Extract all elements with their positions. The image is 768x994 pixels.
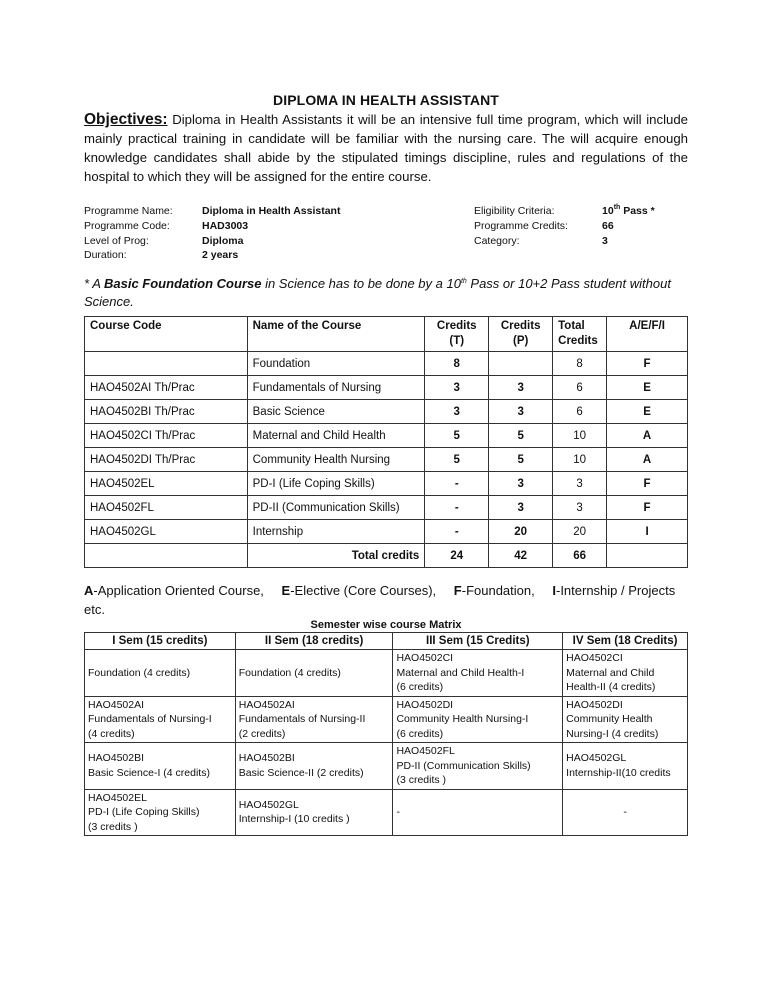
cell-p: 3 — [489, 376, 553, 400]
total-label: Total credits — [247, 544, 425, 568]
cell-p: 5 — [489, 448, 553, 472]
matrix-cell — [85, 696, 236, 743]
cell-name: Internship — [247, 520, 425, 544]
cell-type: E — [607, 376, 688, 400]
cell-code: HAO4502GL — [85, 520, 248, 544]
matrix-cell-line: Maternal and Child Health-I — [396, 666, 525, 679]
legend-text: -Foundation, — [461, 583, 535, 599]
matrix-row — [85, 650, 688, 697]
objectives-paragraph — [84, 110, 688, 186]
matrix-cell — [85, 743, 236, 790]
matrix-cell-line: Fundamentals of Nursing-I — [88, 713, 212, 726]
matrix-row — [85, 696, 688, 743]
cell-total: 3 — [553, 472, 607, 496]
matrix-cell-line: Foundation (4 credits) — [88, 666, 191, 679]
cell-total: 3 — [553, 496, 607, 520]
cell-t: 3 — [425, 400, 489, 424]
matrix-cell-line: PD-I (Life Coping Skills) — [88, 806, 200, 819]
matrix-cell-line: (3 credits ) — [396, 774, 447, 787]
cell-type: F — [607, 472, 688, 496]
col-header: Course Code — [85, 317, 248, 352]
cell-type: F — [607, 496, 688, 520]
table-row — [85, 448, 688, 472]
table-row — [85, 424, 688, 448]
sem-header: III Sem (15 Credits) — [393, 633, 563, 650]
matrix-cell-line: Health-II (4 credits) — [566, 681, 656, 694]
eligibility-prefix: 10 — [602, 205, 614, 217]
cell-p: 20 — [489, 520, 553, 544]
matrix-cell — [393, 696, 563, 743]
matrix-cell — [85, 789, 236, 836]
cell-type: A — [607, 424, 688, 448]
matrix-cell — [235, 743, 393, 790]
note-text: * A — [84, 276, 104, 292]
col-header: Credits (T) — [425, 317, 489, 352]
cell-type: E — [607, 400, 688, 424]
matrix-cell-line: Internship-II(10 credits — [566, 766, 671, 779]
cell-t: 8 — [425, 352, 489, 376]
cell-p: 3 — [489, 400, 553, 424]
note-text: Pass or 10+2 Pass student without Science. — [84, 276, 671, 310]
level-value: Diploma — [202, 234, 244, 247]
matrix-cell — [393, 789, 563, 836]
matrix-cell-line: PD-II (Communication Skills) — [396, 759, 531, 772]
legend-text: -Elective (Core Courses), — [290, 583, 437, 599]
cell-code: HAO4502AI Th/Prac — [85, 376, 248, 400]
matrix-cell-line: HAO4502BI — [88, 752, 145, 765]
matrix-header-row — [85, 633, 688, 650]
duration-value: 2 years — [202, 249, 239, 262]
document-title: DIPLOMA IN HEALTH ASSISTANT — [273, 92, 499, 108]
matrix-cell-line: HAO4502BI — [238, 752, 295, 765]
sem-header: II Sem (18 credits) — [235, 633, 393, 650]
matrix-cell-line: HAO4502GL — [566, 752, 627, 765]
legend-key: A — [84, 583, 94, 599]
cell-p — [489, 352, 553, 376]
table-row — [85, 520, 688, 544]
matrix-cell-line: Maternal and Child — [566, 666, 655, 679]
matrix-cell — [393, 743, 563, 790]
total-p: 42 — [489, 544, 553, 568]
cell-name: Community Health Nursing — [247, 448, 425, 472]
cell-code: HAO4502EL — [85, 472, 248, 496]
cell-code: HAO4502DI Th/Prac — [85, 448, 248, 472]
table-row — [85, 400, 688, 424]
matrix-cell — [235, 650, 393, 697]
info-label: Programme Name: — [84, 205, 173, 217]
matrix-cell-line: - — [396, 806, 400, 819]
info-label: Level of Prog: — [84, 234, 149, 247]
total-row — [85, 544, 688, 568]
eligibility-suffix: Pass * — [620, 205, 655, 217]
matrix-cell — [393, 650, 563, 697]
cell-type: F — [607, 352, 688, 376]
cell-type: I — [607, 520, 688, 544]
cell-t: - — [425, 496, 489, 520]
cell-p: 3 — [489, 472, 553, 496]
matrix-cell — [563, 743, 688, 790]
matrix-cell — [563, 650, 688, 697]
cell-name: Fundamentals of Nursing — [247, 376, 425, 400]
info-label: Programme Code: — [84, 219, 170, 232]
matrix-cell-line: HAO4502CI — [566, 652, 623, 665]
matrix-cell-line: Basic Science-I (4 credits) — [88, 766, 210, 779]
cell-total: 8 — [553, 352, 607, 376]
matrix-cell-line: HAO4502EL — [88, 791, 147, 804]
col-header: Total Credits — [553, 317, 607, 352]
cell-total: 10 — [553, 424, 607, 448]
category-value: 3 — [602, 234, 608, 247]
info-label: Duration: — [84, 249, 127, 262]
cell-name: PD-I (Life Coping Skills) — [247, 472, 425, 496]
total-total: 66 — [553, 544, 607, 568]
programme-name-value: Diploma in Health Assistant — [202, 205, 341, 217]
matrix-cell-line: HAO4502AI — [88, 698, 145, 711]
semester-matrix-table — [84, 632, 688, 836]
empty-cell — [85, 544, 248, 568]
cell-t: - — [425, 472, 489, 496]
objectives-label: Objectives: — [84, 111, 168, 128]
matrix-cell — [85, 650, 236, 697]
info-label: Category: — [474, 234, 520, 247]
note-sup: th — [460, 278, 467, 286]
eligibility-sup: th — [613, 204, 621, 211]
table-header-row — [85, 317, 688, 352]
empty-cell — [607, 544, 688, 568]
document-page — [84, 92, 688, 836]
cell-t: - — [425, 520, 489, 544]
matrix-cell-line: (6 credits) — [396, 681, 444, 694]
matrix-title: Semester wise course Matrix — [310, 619, 462, 632]
cell-name: PD-II (Communication Skills) — [247, 496, 425, 520]
cell-code — [85, 352, 248, 376]
foundation-note — [84, 275, 688, 311]
total-t: 24 — [425, 544, 489, 568]
cell-type: A — [607, 448, 688, 472]
table-row — [85, 352, 688, 376]
cell-p: 3 — [489, 496, 553, 520]
matrix-cell-line: HAO4502AI — [238, 698, 295, 711]
matrix-cell-line: Nursing-I (4 credits) — [566, 727, 659, 740]
eligibility-value — [602, 204, 688, 219]
col-header: A/E/F/I — [607, 317, 688, 352]
matrix-cell-line: HAO4502FL — [396, 745, 455, 758]
cell-total: 6 — [553, 376, 607, 400]
cell-t: 3 — [425, 376, 489, 400]
matrix-cell-line: (2 credits) — [238, 727, 286, 740]
objectives-text: Diploma in Health Assistants it will be an intensive full time program, which will include mainly practical training in candidate will be familiar with the nursing care. The will acquire enough knowledge candidates shall abide by the stipulated timings discipline, rules and regulations of the hospital to which they will be assigned for the entire course. — [84, 112, 688, 184]
note-text: in Science has to be done by a 10 — [261, 276, 461, 292]
cell-p: 5 — [489, 424, 553, 448]
legend-text: -Application Oriented Course, — [93, 583, 264, 599]
matrix-cell-line: (4 credits) — [88, 727, 135, 740]
matrix-cell-line: (6 credits) — [396, 727, 444, 740]
cell-name: Foundation — [247, 352, 425, 376]
matrix-cell-line: HAO4502DI — [566, 698, 623, 711]
cell-t: 5 — [425, 424, 489, 448]
note-bold: Basic Foundation Course — [104, 276, 262, 292]
cell-total: 20 — [553, 520, 607, 544]
matrix-cell — [563, 789, 688, 836]
programme-code-value: HAD3003 — [202, 219, 249, 232]
matrix-cell-line: Community Health Nursing-I — [396, 713, 529, 726]
info-label: Eligibility Criteria: — [474, 205, 555, 217]
table-row — [85, 376, 688, 400]
matrix-cell-line: Community Health — [566, 713, 653, 726]
matrix-row — [85, 743, 688, 790]
matrix-cell-line: - — [623, 806, 627, 819]
legend-key: F — [453, 583, 462, 599]
matrix-cell-line: HAO4502GL — [238, 798, 299, 811]
cell-name: Basic Science — [247, 400, 425, 424]
matrix-cell-line: Fundamentals of Nursing-II — [238, 713, 366, 726]
col-header: Credits (P) — [489, 317, 553, 352]
matrix-cell-line: (3 credits ) — [88, 820, 138, 833]
course-table — [84, 316, 688, 568]
matrix-cell — [235, 789, 393, 836]
cell-total: 10 — [553, 448, 607, 472]
matrix-cell-line: Foundation (4 credits) — [238, 666, 341, 679]
cell-code: HAO4502CI Th/Prac — [85, 424, 248, 448]
matrix-cell — [563, 696, 688, 743]
sem-header: IV Sem (18 Credits) — [563, 633, 688, 650]
sem-header: I Sem (15 credits) — [85, 633, 236, 650]
legend-text: -Internship / Projects etc. — [84, 583, 676, 618]
table-row — [85, 496, 688, 520]
cell-t: 5 — [425, 448, 489, 472]
info-label: Programme Credits: — [474, 219, 568, 232]
matrix-row — [85, 789, 688, 836]
cell-code: HAO4502FL — [85, 496, 248, 520]
matrix-cell-line: HAO4502CI — [396, 652, 454, 665]
cell-code: HAO4502BI Th/Prac — [85, 400, 248, 424]
cell-total: 6 — [553, 400, 607, 424]
matrix-cell-line: Basic Science-II (2 credits) — [238, 766, 364, 779]
matrix-cell — [235, 696, 393, 743]
table-row — [85, 472, 688, 496]
legend-key: E — [281, 583, 291, 599]
matrix-cell-line: Internship-I (10 credits ) — [238, 813, 350, 826]
programme-credits-value: 66 — [602, 219, 614, 232]
programme-info — [84, 204, 688, 263]
legend-key: I — [552, 583, 556, 599]
type-legend — [84, 581, 688, 619]
col-header: Name of the Course — [247, 317, 425, 352]
cell-name: Maternal and Child Health — [247, 424, 425, 448]
matrix-cell-line: HAO4502DI — [396, 698, 454, 711]
